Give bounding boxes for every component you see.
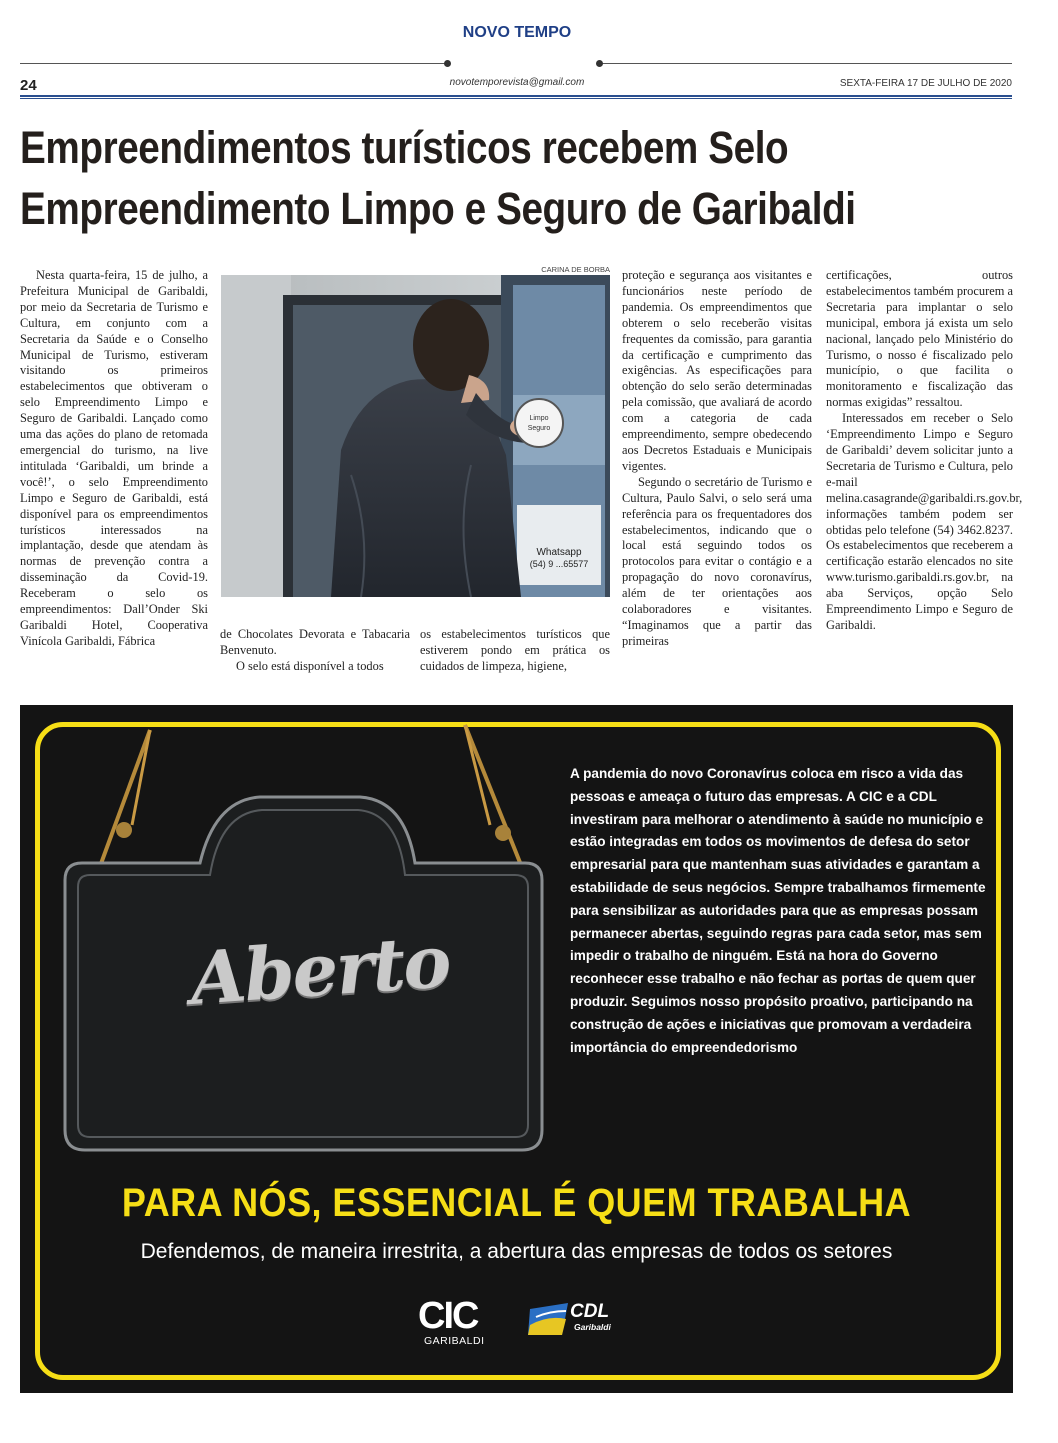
article-column-4 xyxy=(622,268,812,650)
masthead-title: NOVO TEMPO xyxy=(462,24,572,41)
ad-body-text: A pandemia do novo Coronavírus coloca em risco a vida das pessoas e ameaça o futuro das empresas. A CIC e a CDL investiram para melhorar o atendimento à saúde no município e estão integradas em todos os movimentos de defesa do setor empresarial para que mantenham suas atividades e garantam a estabilidade de seus negócios. Sempre trabalhamos firmemente para sensibilizar as autoridades para que as empresas possam permanecer abertas, seguindo regras para cada setor, mas sem impedir o trabalho de ninguém. Está na hora do Governo reconhecer esse trabalho e não fechar as portas de quem quer produzir. Seguimos nosso propósito proativo, participando na construção de ações e iniciativas que promovam a verdadeira importância do empreendedorismo xyxy=(570,766,986,1055)
article-paragraph: Interessados em receber o Selo ‘Empreendimento Limpo e Seguro de Garibaldi’ devem solicitar junto a Secretaria de Turismo e Cultura, pelo e-mail melina.casagrande@garibaldi.rs.gov.br, informações também podem ser obtidas pelo telefone (54) 3462.8237. Os estabelecimentos que receberem a certificação estarão elencados no site www.turismo.garibaldi.rs.gov.br, na aba Serviços, opção Selo Empreendimento Limpo e Seguro de Garibaldi. xyxy=(826,411,1023,632)
headline-line-1: Empreendimentos turísticos recebem Selo xyxy=(20,122,789,173)
photo-seal-text-1: Limpo xyxy=(529,415,549,422)
masthead-rule-left xyxy=(20,63,450,64)
photo-credit: CARINA DE BORBA xyxy=(541,265,610,274)
masthead-email: novotemporevista@gmail.com xyxy=(449,77,585,88)
cic-logo xyxy=(418,1295,508,1355)
cdl-logo-mark-icon xyxy=(526,1301,572,1337)
article-paragraph: Segundo o secretário de Turismo e Cultura, Paulo Salvi, o selo será uma referência para os frequentadores dos estabelecimentos, indicando que o local está seguindo todos os protocolos para evitar o contágio e a propagação do novo coronavírus, além de ter orientações aos colaboradores e visitantes. “Imaginamos que a partir das primeiras xyxy=(622,474,812,648)
headline-line-2: Empreendimento Limpo e Seguro de Garibaldi xyxy=(20,183,856,234)
photo-poster-text-1: Whatsapp xyxy=(536,547,582,558)
cdl-logo-subtext: Garibaldi xyxy=(574,1322,611,1332)
article-paragraph: Nesta quarta-feira, 15 de julho, a Prefeitura Municipal de Garibaldi, por meio da Secretaria de Turismo e Cultura, em conjunto com a Secretaria da Saúde e o Conselho Municipal de Turismo, estiveram visitando os primeiros estabelecimentos que obtiveram o selo Empreendimento Limpo e Seguro de Garibaldi. Lançado como uma das ações do plano de retomada emergencial do turismo, na live intitulada ‘Garibaldi, um brinde a você!’, o selo Empreendimento Limpo e Seguro de Garibaldi, está disponível para os empreendimentos turísticos interessados na implantação, desde que atendam às normas de prevenção contra a disseminação da Covid-19. Receberam o selo os empreendimentos: Dall’Onder Ski Garibaldi Hotel, Cooperativa Vinícola Garibaldi, Fábrica xyxy=(20,268,208,648)
article-column-2 xyxy=(220,627,410,675)
issue-date: SEXTA-FEIRA 17 DE JULHO DE 2020 xyxy=(839,78,1012,89)
article-column-1 xyxy=(20,268,208,650)
cdl-logo xyxy=(526,1301,626,1341)
ad-slogan: PARA NÓS, ESSENCIAL É QUEM TRABALHA xyxy=(121,1181,912,1225)
article-paragraph: os estabelecimentos turísticos que estiverem pondo em prática os cuidados de limpeza, higiene, xyxy=(420,627,610,673)
masthead-dot-left xyxy=(444,60,451,67)
article-photo xyxy=(221,275,610,597)
cic-logo-text: CIC xyxy=(418,1295,478,1337)
photo-seal-text-2: Seguro xyxy=(527,425,551,432)
open-sign-text: Aberto xyxy=(187,918,452,1021)
ad-subslogan: Defendemos, de maneira irrestrita, a abertura das empresas de todos os setores xyxy=(140,1240,893,1263)
masthead-rule-right xyxy=(598,63,1012,64)
advertisement xyxy=(20,705,1013,1393)
photo-illustration xyxy=(221,275,610,597)
cdl-logo-text: CDL xyxy=(570,1301,610,1322)
page-number: 24 xyxy=(20,77,37,94)
header-rule xyxy=(20,95,1012,97)
photo-poster-text-2: (54) 9 ...65577 xyxy=(529,559,589,569)
cic-logo-subtext: GARIBALDI xyxy=(424,1335,485,1347)
article-column-3 xyxy=(420,627,610,675)
header-rule-thin xyxy=(20,98,1012,99)
article-column-5 xyxy=(826,268,1023,634)
article-paragraph: de Chocolates Devorata e Tabacaria Benvenuto. xyxy=(220,627,410,657)
masthead-dot-right xyxy=(596,60,603,67)
article-paragraph: proteção e segurança aos visitantes e funcionários neste período de pandemia. Os empreendimentos que obterem o selo receberão visitas frequentes da comissão, para garantia da certificação e cumprimento das exigências. As especificações para obtenção do selo serão determinadas pela comissão, que avaliará de acordo com a categoria de cada empreendimento, sempre obedecendo aos Decretos Estaduais e Municipais vigentes. xyxy=(622,268,812,473)
article-paragraph: certificações, outros estabelecimentos também procurem a Secretaria para implantar o selo municipal, embora já exista um selo nacional, lançado pelo Ministério do Turismo, o nosso é fiscalizado pelo município, o que facilita o monitoramento e fiscalização das normas exigidas” ressaltou. xyxy=(826,268,1013,410)
article-headline xyxy=(20,117,880,239)
article-paragraph: O selo está disponível a todos xyxy=(236,658,384,673)
